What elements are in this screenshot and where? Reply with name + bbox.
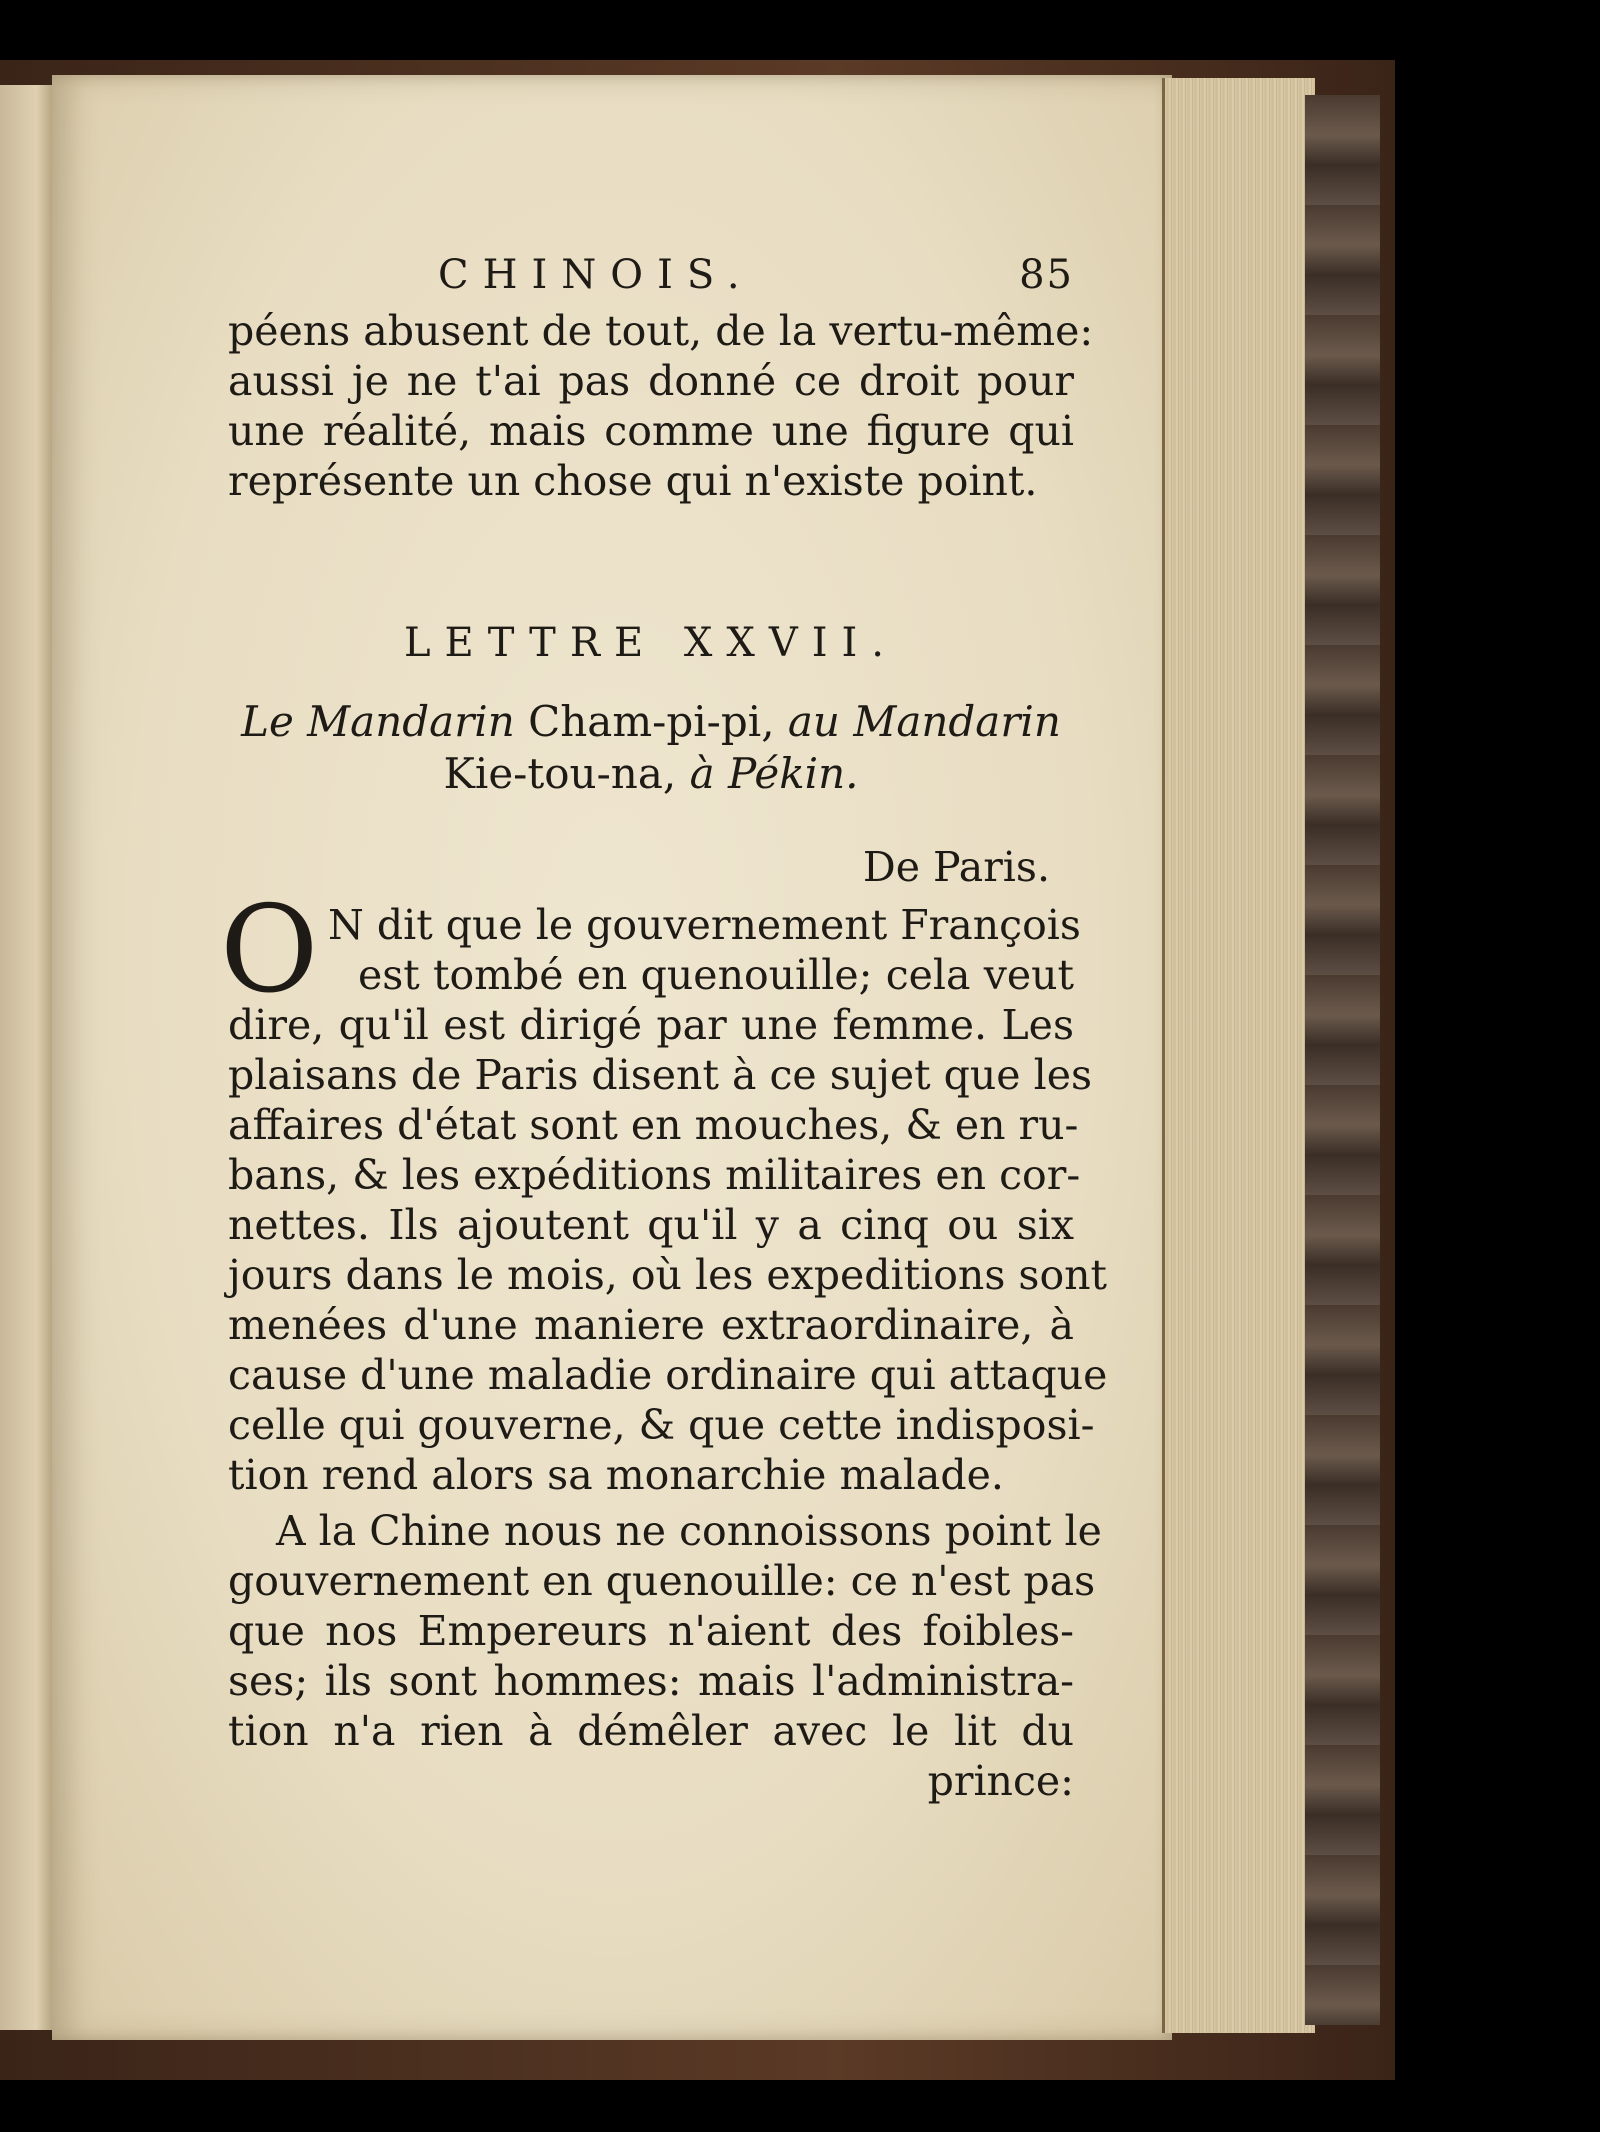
text-line: que nos Empereurs n'aient des foibles-: [228, 1607, 1074, 1655]
address-line-1: [228, 696, 1074, 748]
dateline: De Paris.: [862, 843, 1050, 891]
text-line: plaisans de Paris disent à ce sujet que les: [228, 1051, 1093, 1099]
continuation-text: [228, 306, 1094, 506]
text-line: A la Chine nous ne connoissons point le: [276, 1507, 1102, 1555]
text-line: une réalité, mais comme une figure qui: [228, 407, 1074, 455]
text-line: N dit que le gouvernement François: [328, 901, 1081, 949]
address-sender-name: Cham-pi-pi,: [514, 697, 788, 746]
text-line: celle qui gouverne, & que cette indisposi-: [228, 1401, 1095, 1449]
text-line: ses; ils sont hommes: mais l'administra-: [228, 1657, 1074, 1705]
text-line: affaires d'état sont en mouches, & en ru-: [228, 1101, 1079, 1149]
address-place: à Pékin.: [689, 749, 859, 798]
running-head-title: CHINOIS.: [438, 252, 754, 298]
letter-heading: LETTRE XXVII.: [403, 620, 899, 666]
text-line: est tombé en quenouille; cela veut: [358, 951, 1074, 999]
text-line: menées d'une maniere extraordinaire, à: [228, 1301, 1074, 1349]
page-number: 85: [1019, 252, 1074, 298]
address-sender-title: Le Mandarin: [241, 697, 515, 746]
text-line: dire, qu'il est dirigé par une femme. Les: [228, 1001, 1074, 1049]
text-line: aussi je ne t'ai pas donné ce droit pour: [228, 357, 1074, 405]
address-recipient-name: Kie-tou-na,: [443, 749, 690, 798]
running-head: [228, 250, 1074, 306]
text-line: représente un chose qui n'existe point.: [228, 457, 1038, 505]
address-recipient-title: au Mandarin: [787, 697, 1061, 746]
letter-address: [228, 696, 1074, 800]
catchword: prince:: [927, 1757, 1074, 1805]
text-line: bans, & les expéditions militaires en cor-: [228, 1151, 1081, 1199]
text-line: cause d'une maladie ordinaire qui attaque: [228, 1351, 1108, 1399]
page-edges: [1162, 78, 1315, 2033]
page-text: [220, 250, 1108, 1806]
text-line: tion rend alors sa monarchie malade.: [228, 1451, 1004, 1499]
paragraph-1: [220, 881, 1108, 1500]
book-cover-edge: [1305, 95, 1380, 2025]
text-line: péens abusent de tout, de la vertu-même:: [228, 307, 1094, 355]
paragraph-2: [228, 1506, 1102, 1806]
address-line-2: [228, 748, 1074, 800]
text-line: jours dans le mois, où les expeditions sont: [228, 1251, 1108, 1299]
left-page-edge: [0, 85, 54, 2030]
drop-cap: O: [220, 881, 319, 1020]
text-line: tion n'a rien à démêler avec le lit du: [228, 1707, 1074, 1755]
text-line: gouvernement en quenouille: ce n'est pas: [228, 1557, 1096, 1605]
text-line: nettes. Ils ajoutent qu'il y a cinq ou six: [228, 1201, 1074, 1249]
